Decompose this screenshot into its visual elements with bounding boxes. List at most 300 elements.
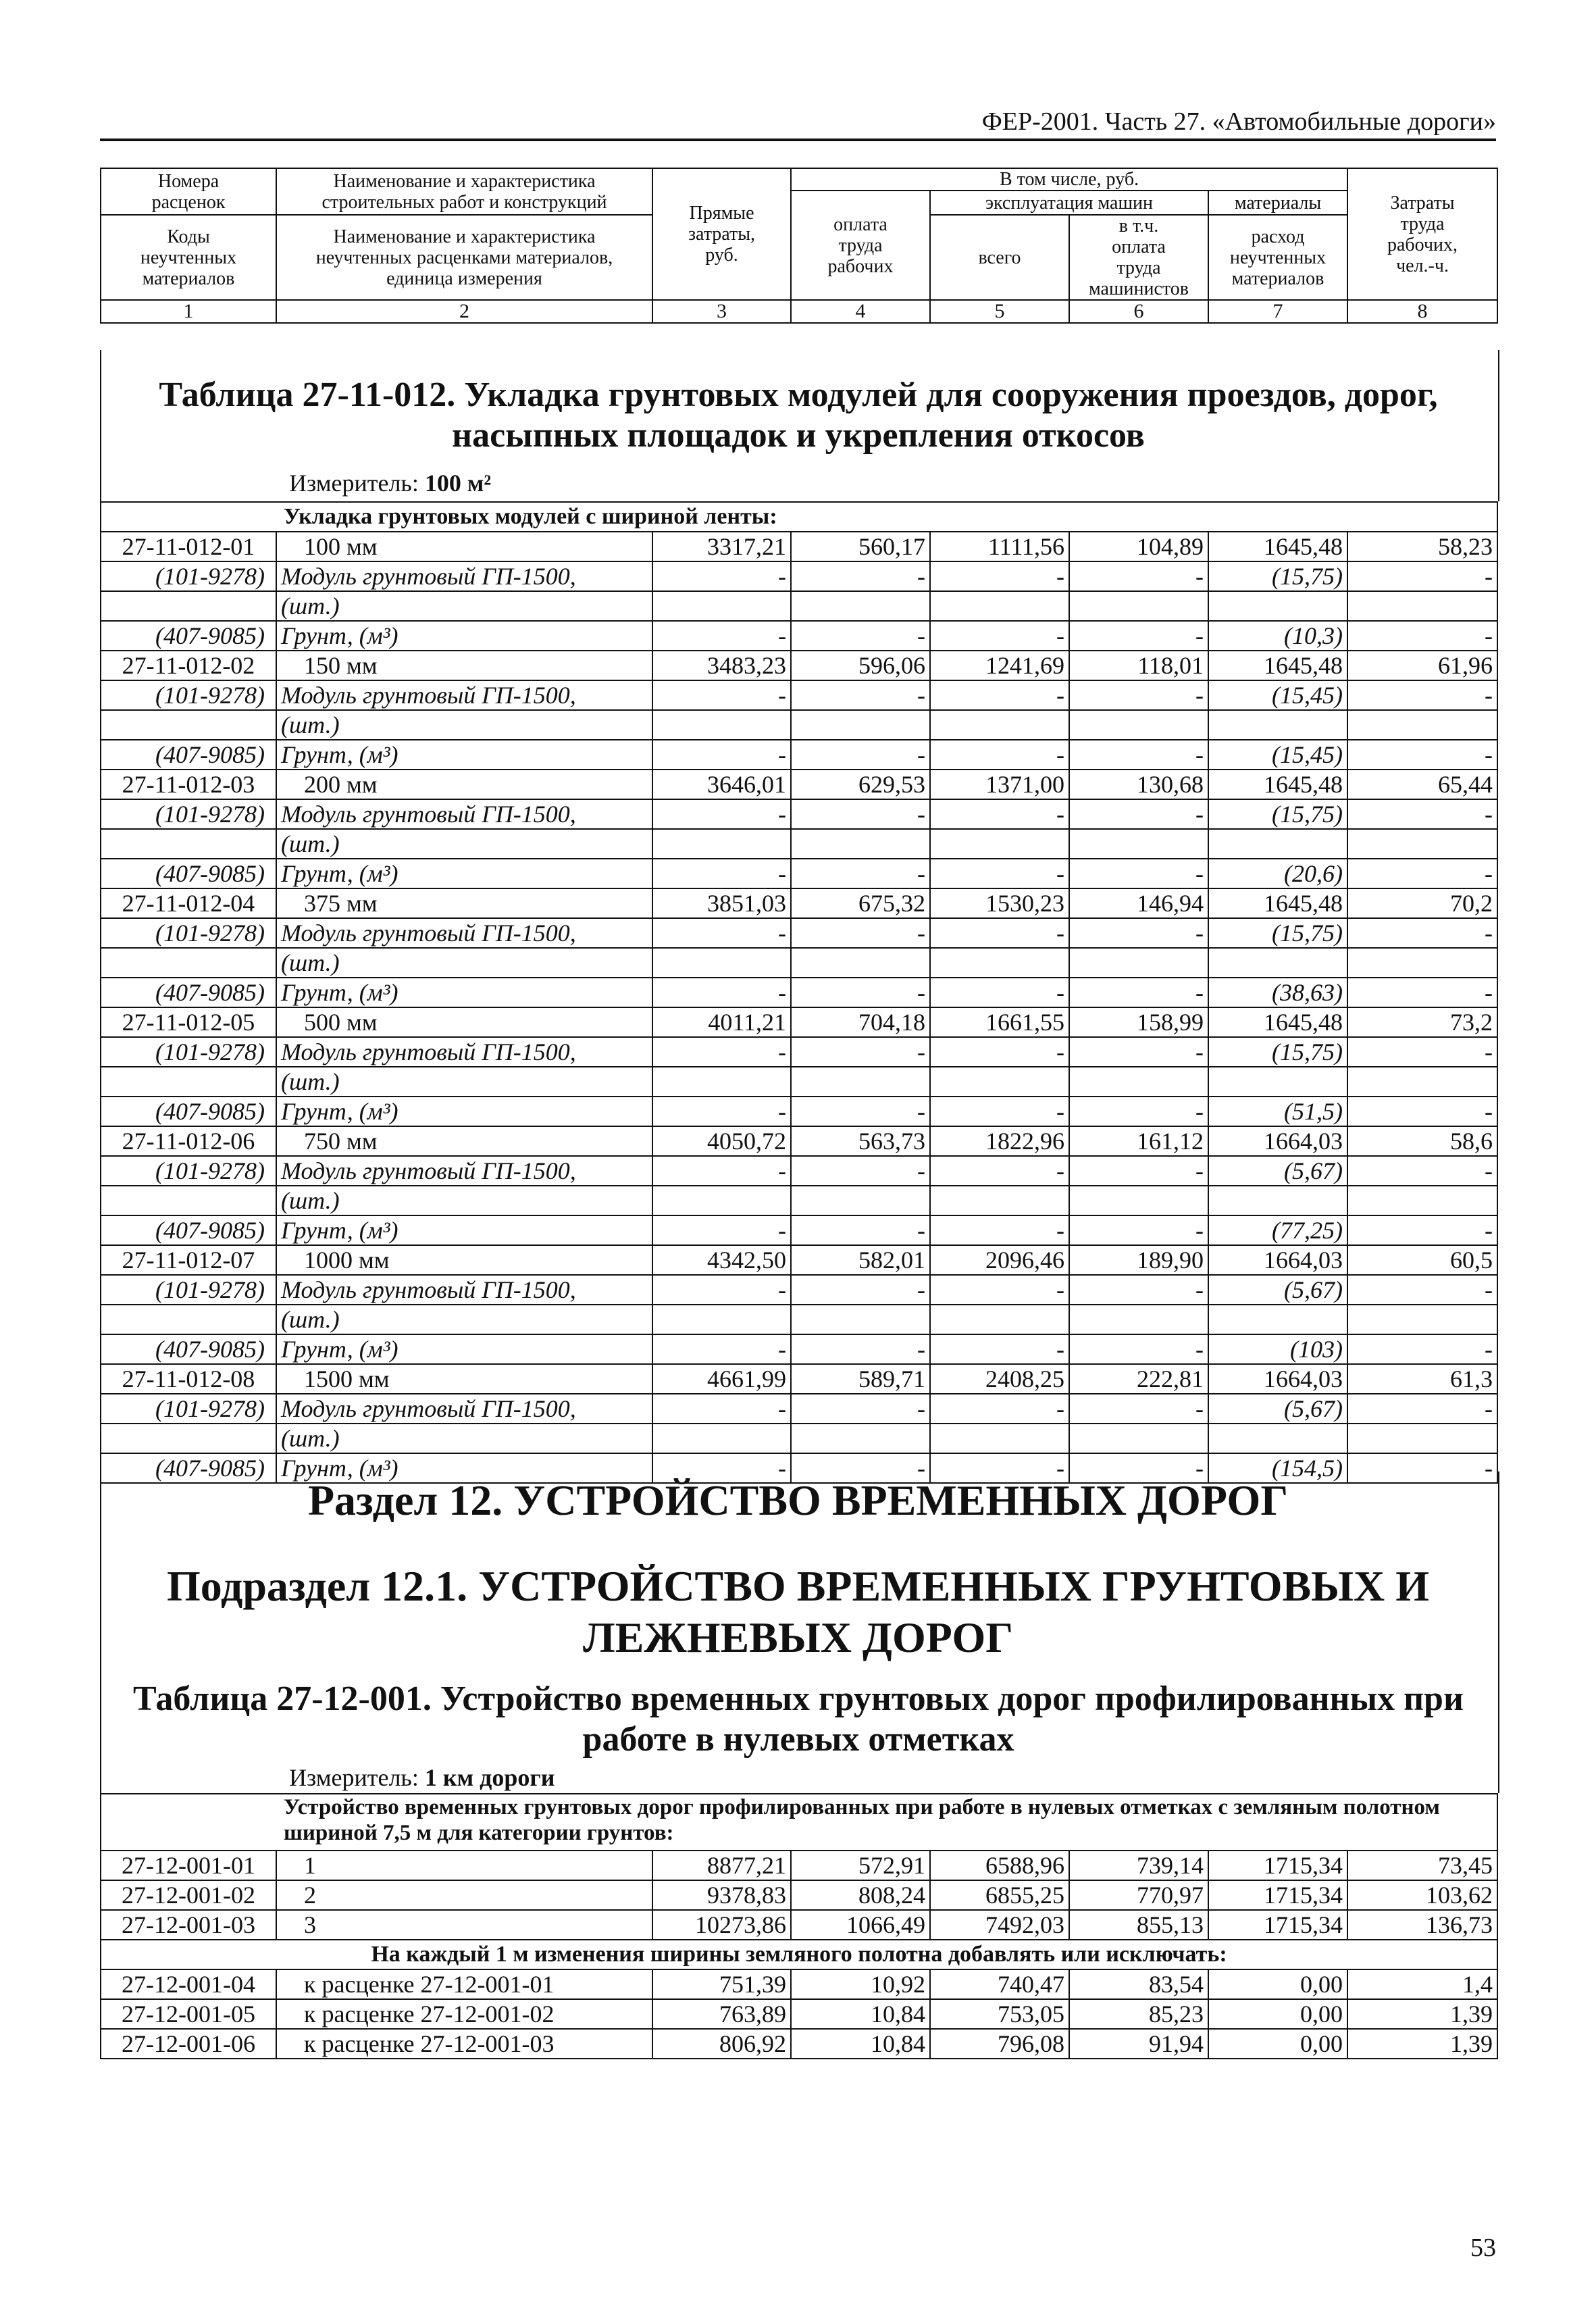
value-direct: 4661,99: [652, 1364, 791, 1394]
empty-cell: [652, 591, 791, 621]
material-code: (407-9085): [101, 859, 276, 888]
empty-cell: [930, 710, 1069, 740]
table-row: [101, 1067, 1497, 1097]
dash: -: [930, 680, 1069, 710]
value-labor: 629,53: [791, 770, 930, 799]
value-mach: 1111,56: [930, 532, 1069, 561]
empty-cell: [930, 1186, 1069, 1215]
dash: -: [1347, 1097, 1497, 1126]
empty-cell: [1208, 948, 1347, 978]
dash: -: [930, 740, 1069, 770]
page-header-title: ФЕР-2001. Часть 27. «Автомобильные дороги»: [981, 107, 1496, 136]
dash: -: [791, 1394, 930, 1424]
dash: -: [1069, 1275, 1208, 1305]
dash: -: [791, 561, 930, 591]
value-mach_labor: 855,13: [1069, 1910, 1208, 1940]
dash: -: [1347, 978, 1497, 1007]
value-hours: 1,39: [1347, 1999, 1497, 2029]
value-labor: 572,91: [791, 1851, 930, 1880]
empty-cell: [101, 591, 276, 621]
empty-cell: [1208, 1305, 1347, 1334]
table-row: [101, 1794, 1497, 1851]
value-labor: 10,84: [791, 1999, 930, 2029]
value-hours: 61,3: [1347, 1364, 1497, 1394]
value-hours: 1,39: [1347, 2029, 1497, 2059]
dash: -: [791, 1215, 930, 1245]
rate-name: 1000 мм: [276, 1245, 652, 1275]
table-row: [101, 1156, 1497, 1186]
dash: -: [652, 740, 791, 770]
table-row: [101, 978, 1497, 1007]
empty-cell: [1208, 1424, 1347, 1453]
value-mach_labor: 161,12: [1069, 1126, 1208, 1156]
material-code: (407-9085): [101, 1334, 276, 1364]
dash: -: [1069, 799, 1208, 829]
material-name: Модуль грунтовый ГП-1500,: [276, 1156, 652, 1186]
rate-name: к расценке 27-12-001-01: [276, 1969, 652, 1999]
material-quantity: (15,75): [1208, 918, 1347, 948]
table-row: [101, 799, 1497, 829]
value-labor: 596,06: [791, 651, 930, 680]
material-code: (101-9278): [101, 918, 276, 948]
dash: -: [652, 918, 791, 948]
value-labor: 560,17: [791, 532, 930, 561]
value-hours: 58,23: [1347, 532, 1497, 561]
value-hours: 136,73: [1347, 1910, 1497, 1940]
dash: -: [652, 1453, 791, 1483]
material-name: Грунт, (м³): [276, 978, 652, 1007]
dash: -: [1347, 1275, 1497, 1305]
value-mat: 0,00: [1208, 1999, 1347, 2029]
dash: -: [930, 621, 1069, 651]
table-row: [101, 1097, 1497, 1126]
material-name: Модуль грунтовый ГП-1500,: [276, 1394, 652, 1424]
dash: -: [1069, 859, 1208, 888]
value-mat: 1645,48: [1208, 888, 1347, 918]
table-row: [101, 2029, 1497, 2059]
table-row: [101, 1245, 1497, 1275]
dash: -: [1347, 799, 1497, 829]
table-row: [101, 621, 1497, 651]
value-mach: 1822,96: [930, 1126, 1069, 1156]
value-direct: 3317,21: [652, 532, 791, 561]
rate-code: 27-12-001-02: [101, 1880, 276, 1910]
empty-cell: [930, 1305, 1069, 1334]
material-quantity: (20,6): [1208, 859, 1347, 888]
value-mat: 1715,34: [1208, 1851, 1347, 1880]
dash: -: [930, 859, 1069, 888]
material-quantity: (15,75): [1208, 561, 1347, 591]
value-mat: 1664,03: [1208, 1364, 1347, 1394]
table-row: [101, 1910, 1497, 1940]
material-name: Грунт, (м³): [276, 859, 652, 888]
value-mach_labor: 91,94: [1069, 2029, 1208, 2059]
value-direct: 10273,86: [652, 1910, 791, 1940]
table1-title: Таблица 27-11-012. Укладка грунтовых модулей для сооружения проездов, дорог, насыпных площадок и укрепления откосов: [159, 376, 1438, 455]
material-code: (407-9085): [101, 978, 276, 1007]
material-code: (407-9085): [101, 1453, 276, 1483]
rate-name: 375 мм: [276, 888, 652, 918]
empty-cell: [791, 591, 930, 621]
dash: -: [1069, 621, 1208, 651]
column-header-table: [100, 168, 1498, 324]
table-row: [101, 502, 1497, 532]
table1-data: [100, 501, 1498, 1484]
value-mach_labor: 770,97: [1069, 1880, 1208, 1910]
value-mach: 6855,25: [930, 1880, 1069, 1910]
material-code: (407-9085): [101, 740, 276, 770]
value-labor: 808,24: [791, 1880, 930, 1910]
value-direct: 3851,03: [652, 888, 791, 918]
col-operator-pay-header: в т.ч. оплата труда машинистов: [1069, 215, 1208, 300]
col-machines-total-header: всего: [930, 215, 1069, 300]
empty-cell: [930, 1424, 1069, 1453]
rate-code: 27-12-001-04: [101, 1969, 276, 1999]
table2-section-header: Устройство временных грунтовых дорог профилированных при работе в нулевых отметках с земляным полотном шириной 7,5 м для категории грунтов:: [101, 1794, 1497, 1851]
table2-meter: Измеритель: 1 км дороги: [289, 1764, 555, 1791]
material-quantity: (5,67): [1208, 1275, 1347, 1305]
empty-cell: [1069, 1186, 1208, 1215]
empty-cell: [101, 710, 276, 740]
rate-name: 3: [276, 1910, 652, 1940]
empty-cell: [1347, 710, 1497, 740]
rate-code: 27-11-012-08: [101, 1364, 276, 1394]
col-number: 4: [791, 300, 930, 323]
value-mach_labor: 83,54: [1069, 1969, 1208, 1999]
col-labor-hours-header: Затраты труда рабочих, чел.-ч.: [1347, 168, 1497, 300]
material-quantity: (5,67): [1208, 1394, 1347, 1424]
value-mat: 1645,48: [1208, 1007, 1347, 1037]
dash: -: [930, 561, 1069, 591]
empty-cell: [1347, 948, 1497, 978]
value-mach: 1661,55: [930, 1007, 1069, 1037]
dash: -: [652, 1215, 791, 1245]
dash: -: [1069, 978, 1208, 1007]
value-hours: 65,44: [1347, 770, 1497, 799]
rate-name: 500 мм: [276, 1007, 652, 1037]
dash: -: [930, 1037, 1069, 1067]
value-hours: 73,2: [1347, 1007, 1497, 1037]
col-direct-costs-header: Прямые затраты, руб.: [652, 168, 791, 300]
dash: -: [791, 859, 930, 888]
col-work-name-header: Наименование и характеристика строительных работ и конструкций: [276, 168, 652, 215]
dash: -: [1347, 1453, 1497, 1483]
value-mach_labor: 118,01: [1069, 651, 1208, 680]
dash: -: [1347, 859, 1497, 888]
rate-name: 750 мм: [276, 1126, 652, 1156]
dash: -: [930, 1453, 1069, 1483]
table-row: [101, 1305, 1497, 1334]
value-labor: 10,92: [791, 1969, 930, 1999]
rate-name: 150 мм: [276, 651, 652, 680]
value-direct: 3483,23: [652, 651, 791, 680]
dash: -: [1069, 1037, 1208, 1067]
col-group-header: В том числе, руб.: [791, 168, 1347, 191]
col-number: 8: [1347, 300, 1497, 323]
value-direct: 3646,01: [652, 770, 791, 799]
table-row: [101, 829, 1497, 859]
value-direct: 4342,50: [652, 1245, 791, 1275]
table-row: [101, 1186, 1497, 1215]
material-unit: (шт.): [276, 591, 652, 621]
material-code: (101-9278): [101, 1394, 276, 1424]
dash: -: [1347, 1334, 1497, 1364]
empty-cell: [1347, 591, 1497, 621]
dash: -: [1069, 740, 1208, 770]
value-mach_labor: 130,68: [1069, 770, 1208, 799]
material-name: Грунт, (м³): [276, 1097, 652, 1126]
material-unit: (шт.): [276, 1424, 652, 1453]
material-code: (101-9278): [101, 1156, 276, 1186]
value-mach: 1530,23: [930, 888, 1069, 918]
value-mat: 1645,48: [1208, 651, 1347, 680]
col-number: 1: [101, 300, 276, 323]
empty-cell: [1069, 710, 1208, 740]
empty-cell: [930, 948, 1069, 978]
table2-data: [100, 1793, 1498, 2059]
dash: -: [652, 561, 791, 591]
value-mach_labor: 222,81: [1069, 1364, 1208, 1394]
dash: -: [1347, 621, 1497, 651]
dash: -: [652, 1037, 791, 1067]
empty-cell: [1208, 829, 1347, 859]
empty-cell: [791, 710, 930, 740]
value-hours: 61,96: [1347, 651, 1497, 680]
dash: -: [652, 799, 791, 829]
rate-code: 27-12-001-05: [101, 1999, 276, 2029]
material-quantity: (15,75): [1208, 799, 1347, 829]
rate-name: 1: [276, 1851, 652, 1880]
material-quantity: (15,75): [1208, 1037, 1347, 1067]
table-row: [101, 1126, 1497, 1156]
dash: -: [652, 1394, 791, 1424]
rate-code: 27-11-012-04: [101, 888, 276, 918]
rate-code: 27-11-012-03: [101, 770, 276, 799]
empty-cell: [791, 1424, 930, 1453]
value-mach_labor: 739,14: [1069, 1851, 1208, 1880]
col-machines-header: эксплуатация машин: [930, 191, 1208, 215]
table-row: [101, 740, 1497, 770]
dash: -: [1069, 561, 1208, 591]
rate-code: 27-11-012-06: [101, 1126, 276, 1156]
material-code: (101-9278): [101, 561, 276, 591]
dash: -: [930, 1394, 1069, 1424]
table1-meter: Измеритель: 100 м²: [289, 470, 492, 497]
dash: -: [1069, 1156, 1208, 1186]
value-mach: 2408,25: [930, 1364, 1069, 1394]
material-code: (101-9278): [101, 1275, 276, 1305]
value-labor: 675,32: [791, 888, 930, 918]
empty-cell: [791, 948, 930, 978]
empty-cell: [930, 829, 1069, 859]
table-row: [101, 561, 1497, 591]
empty-cell: [930, 591, 1069, 621]
dash: -: [652, 1097, 791, 1126]
rate-code: 27-12-001-01: [101, 1851, 276, 1880]
value-mach: 796,08: [930, 2029, 1069, 2059]
dash: -: [1347, 740, 1497, 770]
dash: -: [930, 799, 1069, 829]
material-unit: (шт.): [276, 829, 652, 859]
col-rate-number-header: Номера расценок: [101, 168, 276, 215]
table-row: [101, 1037, 1497, 1067]
empty-cell: [1069, 948, 1208, 978]
col-material-usage-header: расход неучтенных материалов: [1208, 215, 1347, 300]
material-name: Модуль грунтовый ГП-1500,: [276, 1037, 652, 1067]
empty-cell: [101, 1424, 276, 1453]
value-hours: 70,2: [1347, 888, 1497, 918]
col-number: 7: [1208, 300, 1347, 323]
col-material-names-header: Наименование и характеристика неучтенных расценками материалов, единица измерения: [276, 215, 652, 300]
value-direct: 4011,21: [652, 1007, 791, 1037]
dash: -: [652, 1334, 791, 1364]
material-unit: (шт.): [276, 1186, 652, 1215]
table1-section-header: Укладка грунтовых модулей с шириной ленты:: [101, 502, 1497, 532]
rate-code: 27-12-001-03: [101, 1910, 276, 1940]
rate-name: к расценке 27-12-001-03: [276, 2029, 652, 2059]
table-row: [101, 1880, 1497, 1910]
dash: -: [1069, 1097, 1208, 1126]
dash: -: [791, 978, 930, 1007]
dash: -: [652, 1156, 791, 1186]
material-unit: (шт.): [276, 1305, 652, 1334]
material-quantity: (51,5): [1208, 1097, 1347, 1126]
dash: -: [791, 680, 930, 710]
table-row: [101, 1969, 1497, 1999]
empty-cell: [1069, 829, 1208, 859]
empty-cell: [1069, 1424, 1208, 1453]
rate-code: 27-11-012-02: [101, 651, 276, 680]
rate-name: к расценке 27-12-001-02: [276, 1999, 652, 2029]
empty-cell: [791, 1067, 930, 1097]
dash: -: [1069, 918, 1208, 948]
value-mach: 2096,46: [930, 1245, 1069, 1275]
table-row: [101, 1999, 1497, 2029]
value-hours: 1,4: [1347, 1969, 1497, 1999]
material-code: (407-9085): [101, 1097, 276, 1126]
empty-cell: [101, 1067, 276, 1097]
value-direct: 806,92: [652, 2029, 791, 2059]
dash: -: [930, 1275, 1069, 1305]
empty-cell: [1069, 1305, 1208, 1334]
table-row: [101, 1215, 1497, 1245]
dash: -: [1069, 1394, 1208, 1424]
dash: -: [930, 978, 1069, 1007]
table-row: [101, 651, 1497, 680]
col-number: 3: [652, 300, 791, 323]
value-mach: 1241,69: [930, 651, 1069, 680]
table-row: [101, 770, 1497, 799]
material-name: Грунт, (м³): [276, 1215, 652, 1245]
value-hours: 58,6: [1347, 1126, 1497, 1156]
subsection-title: Подраздел 12.1. УСТРОЙСТВО ВРЕМЕННЫХ ГРУНТОВЫХ И ЛЕЖНЕВЫХ ДОРОГ: [167, 1562, 1429, 1661]
table-row: [101, 1364, 1497, 1394]
dash: -: [1347, 561, 1497, 591]
material-name: Грунт, (м³): [276, 740, 652, 770]
value-mach: 6588,96: [930, 1851, 1069, 1880]
material-name: Грунт, (м³): [276, 1453, 652, 1483]
table-row: [101, 1424, 1497, 1453]
rate-code: 27-11-012-01: [101, 532, 276, 561]
value-hours: 73,45: [1347, 1851, 1497, 1880]
empty-cell: [1347, 1067, 1497, 1097]
value-hours: 60,5: [1347, 1245, 1497, 1275]
rate-code: 27-11-012-07: [101, 1245, 276, 1275]
value-mach_labor: 85,23: [1069, 1999, 1208, 2029]
dash: -: [791, 799, 930, 829]
dash: -: [1347, 1037, 1497, 1067]
value-mach_labor: 104,89: [1069, 532, 1208, 561]
empty-cell: [652, 948, 791, 978]
value-mat: 1664,03: [1208, 1126, 1347, 1156]
empty-cell: [652, 710, 791, 740]
rate-name: 2: [276, 1880, 652, 1910]
dash: -: [791, 1097, 930, 1126]
empty-cell: [791, 1305, 930, 1334]
value-mat: 1715,34: [1208, 1880, 1347, 1910]
value-direct: 8877,21: [652, 1851, 791, 1880]
dash: -: [652, 859, 791, 888]
empty-cell: [1208, 1067, 1347, 1097]
col-number: 2: [276, 300, 652, 323]
material-code: (407-9085): [101, 621, 276, 651]
dash: -: [1347, 680, 1497, 710]
empty-cell: [101, 1305, 276, 1334]
material-quantity: (15,45): [1208, 680, 1347, 710]
material-name: Модуль грунтовый ГП-1500,: [276, 918, 652, 948]
material-code: (101-9278): [101, 1037, 276, 1067]
value-mat: 1645,48: [1208, 532, 1347, 561]
material-unit: (шт.): [276, 1067, 652, 1097]
value-mach_labor: 158,99: [1069, 1007, 1208, 1037]
material-quantity: (38,63): [1208, 978, 1347, 1007]
dash: -: [1069, 1334, 1208, 1364]
table2-title: Таблица 27-12-001. Устройство временных грунтовых дорог профилированных при работе в нулевых отметках: [133, 1680, 1464, 1759]
empty-cell: [101, 1186, 276, 1215]
empty-cell: [652, 1305, 791, 1334]
rate-name: 200 мм: [276, 770, 652, 799]
material-quantity: (5,67): [1208, 1156, 1347, 1186]
value-mat: 1715,34: [1208, 1910, 1347, 1940]
dash: -: [930, 918, 1069, 948]
empty-cell: [101, 948, 276, 978]
value-mach: 1371,00: [930, 770, 1069, 799]
dash: -: [791, 1453, 930, 1483]
col-material-codes-header: Коды неучтенных материалов: [101, 215, 276, 300]
material-quantity: (15,45): [1208, 740, 1347, 770]
table-row: [101, 591, 1497, 621]
dash: -: [652, 978, 791, 1007]
value-mat: 0,00: [1208, 2029, 1347, 2059]
empty-cell: [1069, 1067, 1208, 1097]
dash: -: [791, 621, 930, 651]
empty-cell: [1069, 591, 1208, 621]
page-number: 53: [1470, 2234, 1496, 2262]
material-quantity: (10,3): [1208, 621, 1347, 651]
material-name: Модуль грунтовый ГП-1500,: [276, 1275, 652, 1305]
empty-cell: [1208, 1186, 1347, 1215]
table2-subsection-header: На каждый 1 м изменения ширины земляного полотна добавлять или исключать:: [101, 1940, 1497, 1969]
header-rule: [100, 139, 1496, 141]
material-quantity: (77,25): [1208, 1215, 1347, 1245]
table-row: [101, 1851, 1497, 1880]
material-quantity: (103): [1208, 1334, 1347, 1364]
material-code: (407-9085): [101, 1215, 276, 1245]
table-row: [101, 1394, 1497, 1424]
rate-name: 100 мм: [276, 532, 652, 561]
material-unit: (шт.): [276, 948, 652, 978]
empty-cell: [1347, 829, 1497, 859]
